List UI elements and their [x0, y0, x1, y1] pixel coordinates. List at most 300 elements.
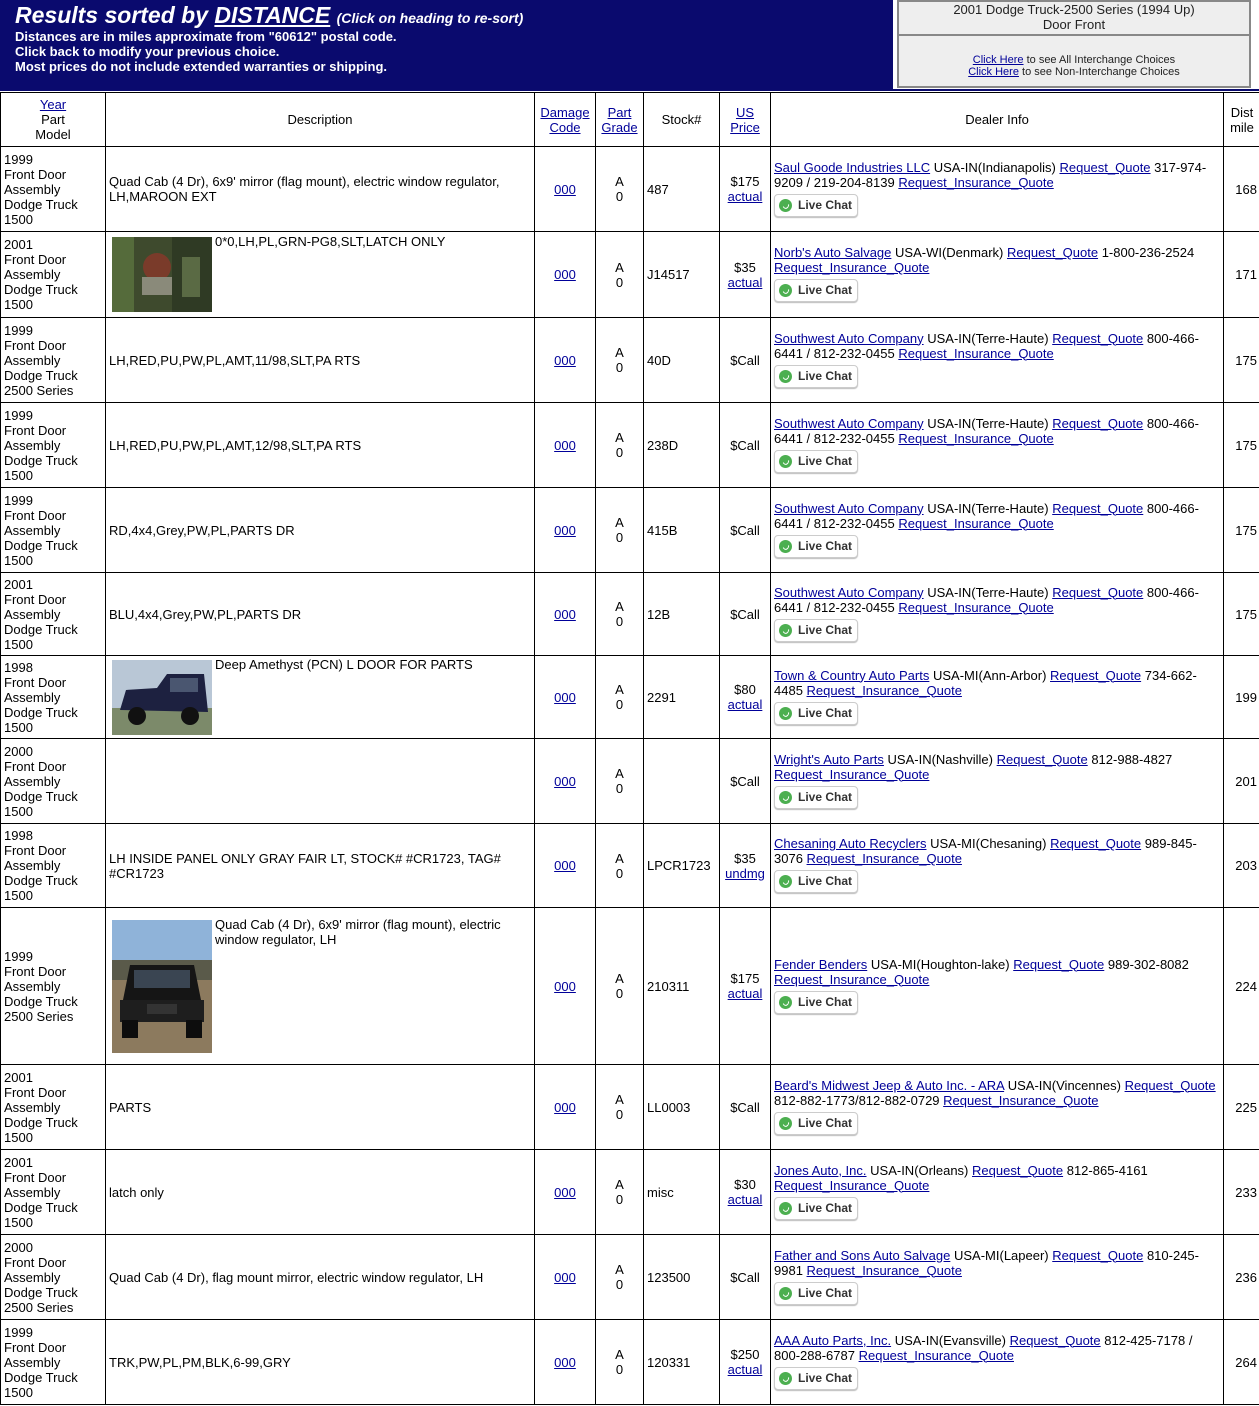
damage-code-link[interactable]: 000 [554, 1354, 576, 1370]
request-quote-link[interactable]: Request_Quote [1052, 584, 1144, 600]
damage-code-cell [535, 1150, 596, 1235]
part-description: LH INSIDE PANEL ONLY GRAY FAIR LT, STOCK# #CR1723, TAG# #CR1723 [109, 850, 501, 881]
description-cell [106, 1065, 535, 1150]
stock-number: 120331 [644, 1320, 720, 1405]
damage-code-cell [535, 908, 596, 1065]
description-cell [106, 1235, 535, 1320]
live-chat-button[interactable] [774, 279, 858, 302]
chat-bubble-icon [779, 624, 792, 637]
damage-sort-link-2[interactable]: Code [549, 119, 581, 135]
price-cell [720, 908, 771, 1065]
live-chat-button[interactable] [774, 991, 858, 1014]
grade-number: 0 [615, 781, 624, 796]
request-insurance-quote-link[interactable]: Request_Insurance_Quote [898, 599, 1054, 615]
damage-code-cell [535, 147, 596, 232]
dealer-location: USA-IN(Terre-Haute) [927, 584, 1049, 600]
live-chat-label: Live Chat [798, 538, 853, 553]
live-chat-label: Live Chat [798, 1285, 853, 1300]
damage-code-cell [535, 1320, 596, 1405]
part-name: Front Door Assembly [4, 507, 67, 538]
vehicle-model: Dodge Truck 1500 [4, 196, 78, 227]
result-row [1, 147, 1259, 232]
grade-number: 0 [615, 1277, 624, 1292]
dealer-info-cell [771, 318, 1224, 403]
price-sort-link[interactable]: US [735, 104, 755, 120]
non-interchange-text: to see Non-Interchange Choices [1018, 66, 1180, 78]
year-part-model-cell [1, 573, 106, 656]
request-insurance-quote-link[interactable]: Request_Insurance_Quote [806, 1262, 962, 1278]
dealer-phone: 812-425-7178 / 800-288-6787 [774, 1332, 1193, 1363]
request-insurance-quote-link[interactable]: Request_Insurance_Quote [898, 430, 1054, 446]
grade-sort-link-2[interactable]: Grade [601, 119, 638, 135]
dealer-phone: 800-466-6441 / 812-232-0455 [774, 330, 1199, 361]
dealer-phone: 800-466-6441 / 812-232-0455 [774, 500, 1199, 531]
all-interchange-link[interactable]: Click Here [972, 54, 1024, 66]
non-interchange-link[interactable]: Click Here [968, 66, 1019, 78]
back-note: Click back to modify your previous choice. [15, 44, 280, 59]
grade-letter: A [615, 515, 624, 530]
live-chat-button[interactable] [774, 870, 858, 893]
dealer-info-cell [771, 908, 1224, 1065]
damage-code-cell [535, 573, 596, 656]
live-chat-label: Live Chat [798, 874, 853, 888]
price-cell [720, 656, 771, 739]
dealer-name-link[interactable]: Father and Sons Auto Salvage [774, 1247, 951, 1263]
damage-code-link[interactable]: 000 [554, 1099, 576, 1115]
request-quote-link[interactable]: Request_Quote [1052, 1247, 1144, 1263]
part-grade-cell [596, 1065, 644, 1150]
request-insurance-quote-link[interactable]: Request_Insurance_Quote [774, 971, 930, 987]
damage-code-link[interactable]: 000 [554, 606, 576, 622]
live-chat-button[interactable] [774, 194, 858, 217]
vehicle-model: Dodge Truck 2500 Series [4, 367, 78, 398]
grade-number: 0 [615, 274, 624, 290]
vehicle-model: Dodge Truck 1500 [4, 282, 78, 312]
damage-code-link[interactable]: 000 [554, 978, 576, 994]
year-part-model-cell [1, 1065, 106, 1150]
damage-code-link[interactable]: 000 [554, 437, 576, 453]
part-name: Front Door Assembly [4, 674, 67, 705]
description-cell [106, 403, 535, 488]
vehicle-model: Dodge Truck 1500 [4, 788, 78, 819]
dealer-info-header: Dealer Info [771, 93, 1224, 147]
description-cell [106, 908, 535, 1065]
damage-sort-link[interactable]: Damage [540, 104, 590, 120]
price-note-link[interactable]: undmg [725, 865, 765, 881]
price-cell [720, 739, 771, 824]
damage-code-header[interactable] [535, 93, 596, 147]
distance-cell: 225 [1224, 1065, 1259, 1150]
grade-letter: A [615, 430, 624, 445]
price-note-link[interactable]: actual [727, 1362, 763, 1377]
request-quote-link[interactable]: Request_Quote [1059, 159, 1151, 175]
description-header: Description [106, 93, 535, 147]
dealer-location: USA-MI(Houghton-lake) [870, 956, 1010, 972]
request-insurance-quote-link[interactable]: Request_Insurance_Quote [898, 174, 1054, 190]
price-note-link[interactable]: actual [727, 1192, 763, 1207]
dealer-name-link[interactable]: Southwest Auto Company [774, 330, 924, 346]
part-name: Front Door Assembly [4, 166, 67, 197]
dealer-location: USA-IN(Terre-Haute) [927, 500, 1049, 516]
vehicle-model: Dodge Truck 1500 [4, 621, 78, 652]
request-insurance-quote-link[interactable]: Request_Insurance_Quote [806, 851, 962, 866]
live-chat-button[interactable] [774, 786, 858, 809]
chat-bubble-icon [779, 707, 792, 720]
chat-bubble-icon [779, 1117, 792, 1130]
grade-letter: A [615, 599, 624, 614]
request-insurance-quote-link[interactable]: Request_Insurance_Quote [898, 345, 1054, 361]
interchange-links [899, 36, 1249, 78]
dealer-name-link[interactable]: Southwest Auto Company [774, 584, 924, 600]
request-quote-link[interactable]: Request_Quote [1009, 1332, 1101, 1348]
dealer-location: USA-MI(Lapeer) [953, 1247, 1049, 1263]
part-year: 1998 [4, 828, 33, 843]
grade-number: 0 [615, 445, 624, 460]
stock-number: 40D [644, 318, 720, 403]
dealer-location: USA-WI(Denmark) [895, 245, 1004, 260]
part-year: 1999 [4, 1324, 33, 1340]
request-quote-link[interactable]: Request_Quote [1052, 415, 1144, 431]
part-description: latch only [109, 1184, 164, 1200]
distance-cell: 175 [1224, 318, 1259, 403]
part-grade-cell [596, 318, 644, 403]
live-chat-label: Live Chat [798, 994, 853, 1009]
price-note-link[interactable]: actual [727, 697, 763, 712]
grade-number: 0 [615, 1107, 624, 1122]
live-chat-label: Live Chat [798, 283, 853, 297]
damage-code-link[interactable]: 000 [554, 352, 576, 368]
price-sort-link-2[interactable]: Price [730, 119, 760, 135]
chat-bubble-icon [779, 370, 792, 383]
chat-bubble-icon [779, 1202, 792, 1215]
live-chat-label: Live Chat [798, 789, 853, 804]
damage-code-link[interactable]: 000 [554, 522, 576, 538]
part-grade-cell [596, 656, 644, 739]
damage-code-cell [535, 488, 596, 573]
damage-code-link[interactable]: 000 [554, 773, 576, 789]
year-part-model-cell [1, 739, 106, 824]
dealer-name-link[interactable]: Jones Auto, Inc. [774, 1162, 867, 1178]
live-chat-label: Live Chat [798, 705, 853, 720]
dealer-info-cell [771, 573, 1224, 656]
dealer-location: USA-IN(Terre-Haute) [927, 415, 1049, 431]
dealer-info-cell [771, 147, 1224, 232]
part-photo[interactable] [112, 920, 212, 1053]
price-note-link[interactable]: actual [727, 189, 763, 204]
dealer-location: USA-MI(Chesaning) [930, 836, 1047, 851]
distance-cell: 175 [1224, 403, 1259, 488]
distance-cell: 201 [1224, 739, 1259, 824]
year-sort-link[interactable]: Year [39, 97, 67, 112]
dealer-info-cell [771, 1150, 1224, 1235]
grade-letter: A [615, 971, 624, 986]
dealer-location: USA-IN(Terre-Haute) [927, 330, 1049, 346]
price-value: $Call [730, 1099, 760, 1115]
damage-code-link[interactable]: 000 [554, 689, 576, 705]
request-quote-link[interactable]: Request_Quote [972, 1162, 1064, 1178]
price-cell [720, 1320, 771, 1405]
part-photo[interactable] [112, 237, 212, 312]
dealer-info-cell [771, 488, 1224, 573]
request-quote-link[interactable]: Request_Quote [1124, 1077, 1216, 1093]
request-insurance-quote-link[interactable]: Request_Insurance_Quote [806, 682, 962, 698]
live-chat-button[interactable] [774, 535, 858, 558]
results-header [0, 0, 1259, 91]
live-chat-button[interactable] [774, 619, 858, 642]
dealer-location: USA-MI(Ann-Arbor) [932, 667, 1047, 683]
grade-number: 0 [615, 865, 624, 881]
damage-code-cell [535, 656, 596, 739]
distance-header [1224, 93, 1259, 147]
dealer-phone: 989-845-3076 [774, 836, 1197, 866]
part-description: 0*0,LH,PL,GRN-PG8,SLT,LATCH ONLY [215, 234, 446, 249]
year-part-model-cell [1, 1320, 106, 1405]
request-quote-link[interactable]: Request_Quote [1013, 956, 1105, 972]
grade-letter: A [615, 766, 624, 781]
year-part-model-cell [1, 318, 106, 403]
request-insurance-quote-link[interactable]: Request_Insurance_Quote [774, 1177, 930, 1193]
dealer-phone: 1-800-236-2524 [1101, 245, 1195, 260]
live-chat-button[interactable] [774, 1282, 858, 1305]
price-note-link[interactable]: actual [727, 274, 763, 290]
dealer-name-link[interactable]: Wright's Auto Parts [774, 751, 884, 767]
damage-code-cell [535, 232, 596, 318]
request-quote-link[interactable]: Request_Quote [1050, 836, 1142, 851]
all-interchange-text: to see All Interchange Choices [1023, 54, 1176, 66]
grade-letter: A [615, 174, 624, 189]
price-value: $175 [730, 971, 760, 986]
grade-letter: A [615, 259, 624, 275]
year-part-model-cell [1, 488, 106, 573]
page-title [15, 2, 523, 29]
dealer-info-cell [771, 403, 1224, 488]
part-description: BLU,4x4,Grey,PW,PL,PARTS DR [109, 606, 302, 622]
dealer-name-link[interactable]: Fender Benders [774, 956, 868, 972]
distance-cell: 224 [1224, 908, 1259, 1065]
part-grade-cell [596, 573, 644, 656]
result-row [1, 1320, 1259, 1405]
part-name: Front Door Assembly [4, 843, 67, 873]
live-chat-button[interactable] [774, 1197, 858, 1220]
part-year: 1999 [4, 407, 33, 423]
dealer-info-cell [771, 1320, 1224, 1405]
live-chat-button[interactable] [774, 450, 858, 473]
description-cell [106, 573, 535, 656]
dealer-name-link[interactable]: Southwest Auto Company [774, 500, 924, 516]
dealer-info-cell [771, 1235, 1224, 1320]
part-photo[interactable] [112, 660, 212, 735]
part-name: Front Door Assembly [4, 1254, 67, 1285]
dealer-name-link[interactable]: Chesaning Auto Recyclers [774, 836, 927, 851]
part-description: Deep Amethyst (PCN) L DOOR FOR PARTS [215, 656, 473, 672]
price-value: $175 [730, 174, 760, 189]
distance-cell: 264 [1224, 1320, 1259, 1405]
part-grade-cell [596, 908, 644, 1065]
damage-code-link[interactable]: 000 [554, 858, 576, 873]
damage-code-cell [535, 1235, 596, 1320]
stock-number: 210311 [644, 908, 720, 1065]
request-quote-link[interactable]: Request_Quote [1052, 500, 1144, 516]
part-year: 1999 [4, 151, 33, 167]
request-insurance-quote-link[interactable]: Request_Insurance_Quote [943, 1092, 1099, 1108]
part-grade-cell [596, 824, 644, 908]
live-chat-button[interactable] [774, 702, 858, 725]
description-cell [106, 739, 535, 824]
request-insurance-quote-link[interactable]: Request_Insurance_Quote [774, 260, 930, 275]
chat-bubble-icon [779, 1287, 792, 1300]
result-row [1, 1065, 1259, 1150]
damage-code-cell [535, 1065, 596, 1150]
price-cell [720, 1150, 771, 1235]
price-cell [720, 573, 771, 656]
grade-number: 0 [615, 1192, 624, 1207]
dealer-phone: 989-302-8082 [1107, 956, 1189, 972]
part-grade-cell [596, 1320, 644, 1405]
damage-code-link[interactable]: 000 [554, 267, 576, 282]
dealer-phone: 810-245-9981 [774, 1247, 1199, 1278]
grade-letter: A [615, 1262, 624, 1277]
result-row [1, 1235, 1259, 1320]
part-year: 1999 [4, 322, 33, 338]
part-grade-cell [596, 488, 644, 573]
price-note-link[interactable]: actual [727, 986, 763, 1001]
price-cell [720, 147, 771, 232]
year-part-model-cell [1, 403, 106, 488]
stock-number: 2291 [644, 656, 720, 739]
grade-sort-link[interactable]: Part [607, 104, 632, 120]
live-chat-button[interactable] [774, 365, 858, 388]
year-part-model-cell [1, 147, 106, 232]
sort-key-link[interactable]: DISTANCE [214, 2, 331, 28]
part-grade-cell [596, 232, 644, 318]
part-year: 2000 [4, 743, 33, 759]
vehicle-model: Dodge Truck 1500 [4, 1114, 78, 1145]
vehicle-model: Dodge Truck 1500 [4, 452, 78, 483]
request-quote-link[interactable]: Request_Quote [1006, 245, 1099, 260]
vehicle-model: Dodge Truck 1500 [4, 704, 78, 735]
live-chat-button[interactable] [774, 1112, 858, 1135]
chat-bubble-icon [779, 284, 792, 297]
grade-number: 0 [615, 1362, 624, 1377]
price-cell [720, 1235, 771, 1320]
chat-bubble-icon [779, 791, 792, 804]
part-name: Front Door Assembly [4, 758, 67, 789]
description-cell [106, 318, 535, 403]
description-cell [106, 232, 535, 318]
year-part-model-cell [1, 824, 106, 908]
year-part-model-cell [1, 232, 106, 318]
part-description: LH,RED,PU,PW,PL,AMT,11/98,SLT,PA RTS [109, 352, 361, 368]
live-chat-button[interactable] [774, 1367, 858, 1390]
grade-letter: A [615, 345, 624, 360]
table-header-row [1, 93, 1259, 147]
distance-cell: 236 [1224, 1235, 1259, 1320]
vehicle-model: Dodge Truck 1500 [4, 1369, 78, 1400]
live-chat-label: Live Chat [798, 1115, 853, 1130]
price-cell [720, 488, 771, 573]
request-quote-link[interactable]: Request_Quote [1050, 667, 1142, 683]
part-description: Quad Cab (4 Dr), 6x9' mirror (flag mount), electric window regulator, LH,MAROON EXT [109, 174, 500, 204]
part-name: Front Door Assembly [4, 337, 67, 368]
dealer-phone: 317-974-9209 / 219-204-8139 [774, 159, 1207, 190]
dealer-name-link[interactable]: AAA Auto Parts, Inc. [774, 1332, 892, 1348]
request-quote-link[interactable]: Request_Quote [996, 751, 1088, 767]
interchange-box [893, 0, 1259, 89]
part-description: Quad Cab (4 Dr), flag mount mirror, electric window regulator, LH [109, 1269, 484, 1285]
result-row [1, 318, 1259, 403]
description-cell [106, 1150, 535, 1235]
year-part-model-cell [1, 1150, 106, 1235]
dealer-name-link[interactable]: Norb's Auto Salvage [774, 245, 892, 260]
price-value: $Call [730, 606, 760, 622]
resort-hint: (Click on heading to re-sort) [336, 10, 524, 26]
chat-bubble-icon [779, 1372, 792, 1385]
vehicle-label: 2001 Dodge Truck-2500 Series (1994 Up) [953, 2, 1195, 17]
grade-letter: A [615, 1177, 624, 1192]
model-header: Model [35, 127, 71, 142]
price-value: $Call [730, 352, 760, 368]
grade-number: 0 [615, 697, 624, 712]
dealer-phone: 800-466-6441 / 812-232-0455 [774, 415, 1199, 446]
stock-number: LL0003 [644, 1065, 720, 1150]
distance-cell: 175 [1224, 488, 1259, 573]
dealer-name-link[interactable]: Beard's Midwest Jeep & Auto Inc. - ARA [774, 1077, 1005, 1093]
damage-code-link[interactable]: 000 [554, 181, 576, 197]
distance-note: Distances are in miles approximate from "60612" postal code. [15, 29, 397, 44]
part-grade-cell [596, 1235, 644, 1320]
request-insurance-quote-link[interactable]: Request_Insurance_Quote [898, 515, 1054, 531]
chat-bubble-icon [779, 875, 792, 888]
dealer-location: USA-IN(Orleans) [870, 1162, 969, 1178]
grade-letter: A [615, 682, 624, 697]
damage-code-link[interactable]: 000 [554, 1269, 576, 1285]
part-name: Front Door Assembly [4, 252, 67, 282]
part-year: 2001 [4, 1069, 33, 1085]
request-quote-link[interactable]: Request_Quote [1052, 330, 1144, 346]
grade-letter: A [615, 1092, 624, 1107]
year-part-model-cell [1, 908, 106, 1065]
title-prefix: Results sorted by [15, 2, 208, 28]
stock-header: Stock# [644, 93, 720, 147]
result-row [1, 739, 1259, 824]
part-name: Front Door Assembly [4, 591, 67, 622]
price-header[interactable] [720, 93, 771, 147]
damage-code-cell [535, 824, 596, 908]
dealer-name-link[interactable]: Saul Goode Industries LLC [774, 159, 931, 175]
request-insurance-quote-link[interactable]: Request_Insurance_Quote [858, 1347, 1014, 1363]
price-value: $Call [730, 522, 760, 538]
request-insurance-quote-link[interactable]: Request_Insurance_Quote [774, 766, 930, 782]
result-row [1, 824, 1259, 908]
dealer-info-cell [771, 232, 1224, 318]
dealer-name-link[interactable]: Town & Country Auto Parts [774, 667, 930, 683]
stock-number: 238D [644, 403, 720, 488]
price-cell [720, 232, 771, 318]
vehicle-model: Dodge Truck 1500 [4, 1199, 78, 1230]
vehicle-summary [899, 2, 1249, 36]
part-year: 1999 [4, 948, 33, 964]
part-description: Quad Cab (4 Dr), 6x9' mirror (flag mount), electric window regulator, LH [215, 916, 501, 947]
dealer-name-link[interactable]: Southwest Auto Company [774, 415, 924, 431]
part-grade-header[interactable] [596, 93, 644, 147]
price-cell [720, 824, 771, 908]
part-year: 2001 [4, 237, 33, 252]
price-cell [720, 318, 771, 403]
grade-number: 0 [615, 986, 624, 1001]
grade-number: 0 [615, 614, 624, 629]
damage-code-link[interactable]: 000 [554, 1184, 576, 1200]
stock-number: 415B [644, 488, 720, 573]
